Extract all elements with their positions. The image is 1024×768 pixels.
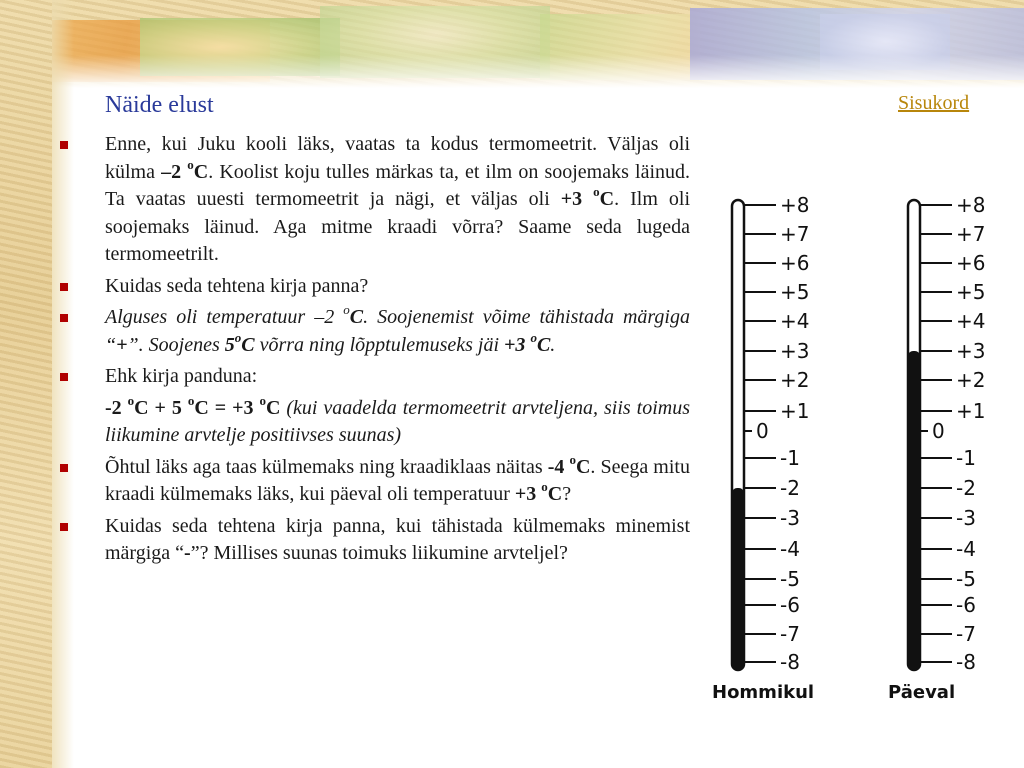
thermometer-day-graphic bbox=[888, 190, 1024, 720]
square-bullet-icon bbox=[60, 373, 68, 381]
tick-label: +8 bbox=[780, 193, 810, 217]
bullet-item bbox=[60, 513, 690, 568]
tick-label: +2 bbox=[956, 368, 986, 392]
tick-label: -8 bbox=[780, 650, 800, 674]
tick-label: -2 bbox=[780, 476, 800, 500]
tick-label: +1 bbox=[780, 399, 810, 423]
bullet-item bbox=[60, 273, 690, 301]
text-run: –2 bbox=[161, 160, 188, 183]
slide-content bbox=[60, 131, 690, 572]
degree-sign: o bbox=[259, 392, 266, 408]
tick-label: +6 bbox=[956, 251, 986, 275]
thermometer-label: Päeval bbox=[888, 682, 956, 703]
tick-label: +5 bbox=[780, 280, 810, 304]
toc-link[interactable]: Sisukord bbox=[898, 92, 970, 114]
degree-sign: o bbox=[569, 451, 576, 467]
tick-label: +5 bbox=[956, 280, 986, 304]
tick-label: +7 bbox=[956, 222, 986, 246]
text-run: -4 bbox=[547, 455, 570, 478]
degree-sign: o bbox=[187, 392, 195, 408]
text-run: . Koolist koju tulles märkas ta, et ilm on soojemaks läinud. Ta vaatas uuesti termomeetrit ja nägi, et väljas oli bbox=[105, 160, 691, 210]
degree-sign: o bbox=[187, 156, 194, 172]
text-run: - bbox=[184, 542, 191, 564]
slide-title: Näide elust bbox=[105, 92, 214, 118]
text-run: +3 bbox=[514, 483, 542, 505]
text-run: C bbox=[193, 160, 209, 183]
text-run: Kuidas seda tehtena kirja panna? bbox=[105, 274, 369, 297]
text-run: C = +3 bbox=[194, 396, 260, 419]
bullet-item bbox=[60, 451, 690, 509]
text-run: . bbox=[550, 333, 556, 356]
text-run: . Soojenemist võime tähistada märgiga “ bbox=[105, 306, 690, 356]
degree-sign: o bbox=[530, 329, 537, 345]
thermometer-day bbox=[888, 190, 1024, 720]
tick-label: +3 bbox=[956, 339, 986, 363]
equation-line bbox=[60, 392, 690, 450]
text-run: C bbox=[536, 333, 551, 356]
tick-label: +2 bbox=[780, 368, 810, 392]
text-run: ”? Millises suunas toimuks liikumine arvteljel? bbox=[190, 542, 568, 564]
tick-label: -7 bbox=[956, 622, 976, 646]
square-bullet-icon bbox=[60, 464, 68, 472]
text-run: Õhtul läks aga taas külmemaks ning kraadiklaas näitas bbox=[105, 455, 548, 478]
tick-label: 0 bbox=[932, 419, 945, 443]
tick-label: -7 bbox=[780, 622, 800, 646]
text-run: Enne, kui Juku kooli läks, vaatas ta kodus termomeetrit. Väljas oli külma bbox=[105, 133, 690, 183]
text-run: . Seega mitu kraadi külmemaks läks, kui päeval oli temperatuur bbox=[105, 455, 690, 505]
banner-fade bbox=[0, 55, 1024, 88]
tick-label: -1 bbox=[956, 446, 976, 470]
text-run: Kuidas seda tehtena kirja panna, kui tähistada külmemaks minemist märgiga “ bbox=[105, 514, 690, 564]
text-run: C bbox=[349, 306, 364, 328]
text-run: C bbox=[575, 455, 591, 478]
degree-sign: o bbox=[593, 184, 600, 199]
tick-label: -5 bbox=[780, 567, 800, 591]
bullet-item bbox=[60, 131, 690, 269]
degree-sign: o bbox=[234, 329, 242, 345]
square-bullet-icon bbox=[60, 141, 68, 149]
tick-label: -3 bbox=[956, 506, 976, 530]
text-run: ”. Soojenes bbox=[127, 333, 225, 356]
tick-label: -6 bbox=[780, 593, 800, 617]
text-run: +3 bbox=[504, 333, 531, 356]
text-run: võrra ning lõpptulemuseks jäi bbox=[254, 333, 505, 356]
decorative-banner bbox=[0, 0, 1024, 88]
text-run: Ehk kirja panduna: bbox=[105, 365, 258, 387]
tick-label: +4 bbox=[780, 309, 810, 333]
parchment-left-strip bbox=[0, 0, 52, 768]
mercury-column bbox=[732, 488, 744, 670]
tick-label: +7 bbox=[780, 222, 810, 246]
text-run: (kui vaadelda termomeetrit arvteljena, siis toimus liikumine arvtelje positiivses suunas) bbox=[105, 396, 690, 446]
degree-sign: o bbox=[127, 392, 135, 408]
text-run: +3 bbox=[560, 188, 594, 210]
tick-label: -5 bbox=[956, 567, 976, 591]
tick-label: -1 bbox=[780, 446, 800, 470]
tick-label: +8 bbox=[956, 193, 986, 217]
text-run: . Ilm oli soojemaks läinud. Aga mitme kraadi võrra? Saame seda lugeda termomeetrilt. bbox=[105, 188, 691, 265]
tick-label: -8 bbox=[956, 650, 976, 674]
text-run: -2 bbox=[105, 396, 128, 419]
tick-label: -4 bbox=[956, 537, 976, 561]
square-bullet-icon bbox=[60, 314, 68, 322]
tick-label: -3 bbox=[780, 506, 800, 530]
text-run: + bbox=[116, 333, 128, 356]
tick-label: -4 bbox=[780, 537, 800, 561]
tick-label: +1 bbox=[956, 399, 986, 423]
square-bullet-icon bbox=[60, 523, 68, 531]
bullet-item bbox=[60, 363, 690, 391]
text-run: C bbox=[547, 483, 563, 505]
tick-label: -2 bbox=[956, 476, 976, 500]
degree-sign: o bbox=[541, 479, 548, 494]
square-bullet-icon bbox=[60, 283, 68, 291]
thermometer-label: Hommikul bbox=[712, 682, 815, 703]
text-run: ? bbox=[562, 483, 572, 505]
text-run: C bbox=[241, 333, 255, 356]
tick-label: +3 bbox=[780, 339, 810, 363]
tick-label: -6 bbox=[956, 593, 976, 617]
mercury-column bbox=[908, 351, 920, 670]
text-run: 5 bbox=[224, 333, 235, 356]
bullet-item bbox=[60, 304, 690, 359]
tick-label: +6 bbox=[780, 251, 810, 275]
tick-label: 0 bbox=[756, 419, 769, 443]
text-run: C + 5 bbox=[134, 396, 188, 419]
text-run: Alguses oli temperatuur –2 bbox=[105, 306, 344, 328]
text-run: C bbox=[265, 396, 281, 419]
text-run: C bbox=[599, 188, 615, 210]
tick-label: +4 bbox=[956, 309, 986, 333]
degree-sign: o bbox=[343, 302, 350, 317]
